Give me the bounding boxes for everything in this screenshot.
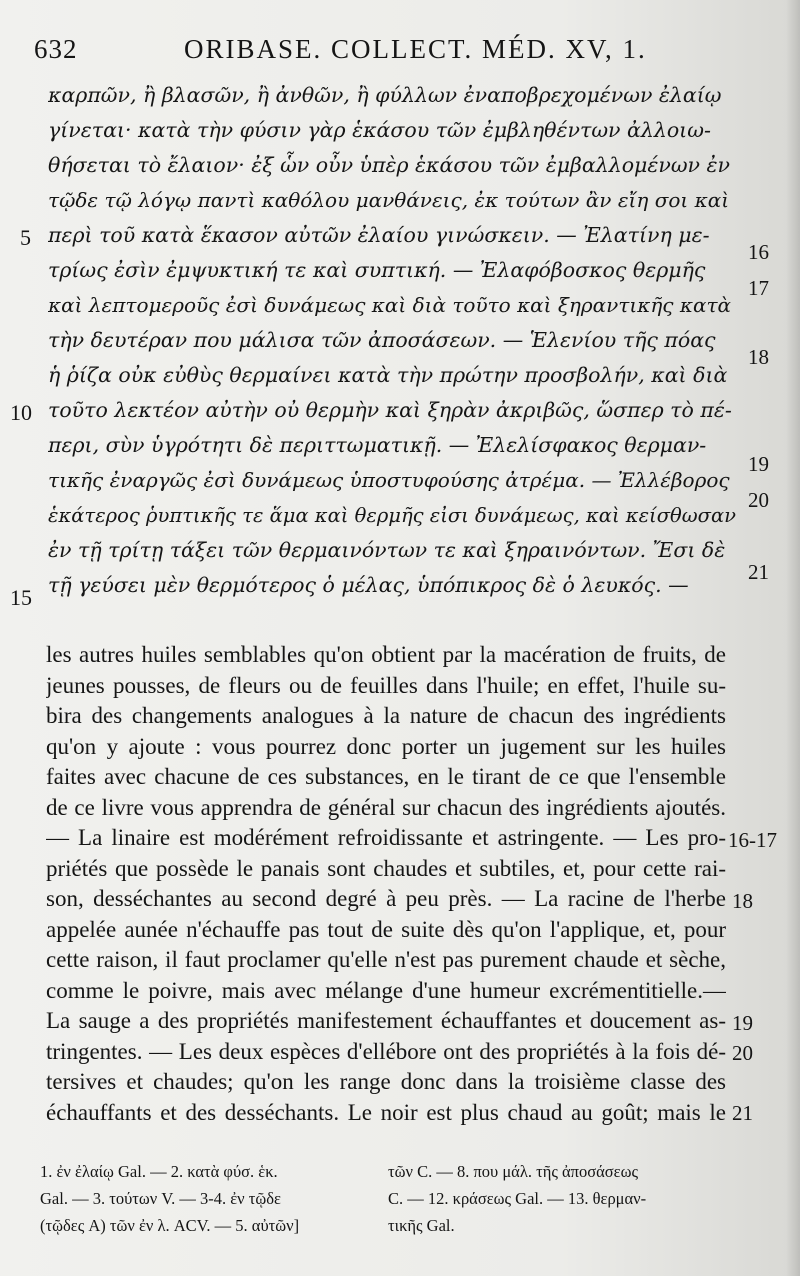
section-number: 17 <box>748 276 769 300</box>
french-line: appelée aunée n'échauffe pas tout de suite dès qu'on l'applique, et, pour <box>46 916 726 942</box>
greek-line: γίνεται· κατὰ τὴν φύσιν γὰρ ἑκάσου τῶν ἐμβληθέντων ἀλλοιω- <box>48 118 711 142</box>
french-line: comme le poivre, mais avec mélange d'une humeur excrémentitielle.— <box>46 977 726 1003</box>
section-number: 19 <box>732 1011 753 1035</box>
footnote-line: τικῆς Gal. <box>388 1216 455 1235</box>
greek-text-block <box>48 78 736 603</box>
section-number: 18 <box>732 889 753 913</box>
french-line: tersives et chaudes; qu'on les range donc dans la troisième classe des <box>46 1069 726 1094</box>
greek-line: τῷδε τῷ λόγῳ παντὶ καθόλου μανθάνεις, ἐκ τούτων ἂν εἴη σοι καὶ <box>48 188 730 212</box>
section-number: 16-17 <box>728 828 777 852</box>
french-text-block <box>46 640 726 1128</box>
greek-line: ἡ ῥίζα οὐκ εὐθὺς θερμαίνει κατὰ τὴν πρώτην προσβολήν, καὶ διὰ <box>48 363 728 387</box>
footnote-line: τῶν C. — 8. που μάλ. τῆς ἀποσάσεως <box>388 1162 638 1181</box>
french-line: tringentes. — Les deux espèces d'ellébore ont des propriétés à la fois dé- <box>46 1038 726 1064</box>
footnote-line: 1. ἐν ἐλαίῳ Gal. — 2. κατὰ φύσ. ἑκ. <box>40 1162 278 1181</box>
section-number: 21 <box>748 560 769 584</box>
greek-line: ἐν τῇ τρίτῃ τάξει τῶν θερμαινόντων τε καὶ ξηραινόντων. Ἔσι δὲ <box>48 538 726 562</box>
french-line: faites avec chacune de ces substances, en le tirant de ce que l'ensemble <box>46 764 726 789</box>
line-number: 15 <box>10 585 32 610</box>
section-number: 20 <box>732 1041 753 1065</box>
greek-line: θήσεται τὸ ἔλαιον· ἐξ ὧν οὖν ὑπὲρ ἑκάσου τῶν ἐμβαλλομένων ἐν <box>48 153 730 177</box>
french-line: priétés que possède le panais sont chaudes et subtiles, et, pour cette rai- <box>46 855 726 881</box>
greek-line: τοῦτο λεκτέον αὐτὴν οὐ θερμὴν καὶ ξηρὰν ἀκριβῶς, ὥσπερ τὸ πέ- <box>48 398 732 422</box>
footnote-line: (τῷδες A) τῶν ἐν λ. ACV. — 5. αὐτῶν] <box>40 1216 300 1235</box>
greek-line: τικῆς ἐναργῶς ἐσὶ δυνάμεως ὑποστυφούσης ἀτρέμα. — Ἐλλέβορος <box>48 468 730 492</box>
section-number: 19 <box>748 452 769 476</box>
section-number: 21 <box>732 1101 753 1125</box>
french-line: cette raison, il faut proclamer qu'elle n'est pas purement chaude et sèche, <box>46 947 726 972</box>
greek-line: περι, σὺν ὑγρότητι δὲ περιττωματικῇ. — Ἐλελίσφακος θερμαν- <box>48 433 707 457</box>
french-line: échauffants et des desséchants. Le noir est plus chaud au goût; mais le <box>46 1099 726 1125</box>
french-line: bira des changements analogues à la nature de chacun des ingrédients <box>46 703 726 728</box>
greek-line: ἑκάτερος ῥυπτικῆς τε ἅμα καὶ θερμῆς εἰσι δυνάμεως, καὶ κείσθωσαν <box>48 504 736 527</box>
running-title: ORIBASE. COLLECT. MÉD. XV, 1. <box>184 34 647 64</box>
section-number: 18 <box>748 345 769 369</box>
footnote-line: C. — 12. κράσεως Gal. — 13. θερμαν- <box>388 1189 647 1208</box>
line-number: 5 <box>20 225 31 250</box>
greek-line: τρίως ἐσὶν ἐμψυκτική τε καὶ συπτική. — Ἐλαφόβοσκος θερμῆς <box>48 258 706 282</box>
greek-line: τῇ γεύσει μὲν θερμότερος ὁ μέλας, ὑπόπικρος δὲ ὁ λευκός. — <box>48 573 689 597</box>
footnotes-right <box>388 1158 728 1239</box>
greek-line: τὴν δευτέραν που μάλισα τῶν ἀποσάσεων. — Ἑλενίου τῆς πόας <box>48 328 716 352</box>
page-header <box>34 34 754 70</box>
french-line: — La linaire est modérément refroidissante et astringente. — Les pro- <box>46 825 726 850</box>
french-line: qu'on y ajoute : vous pourrez donc porter un jugement sur les huiles <box>46 733 726 759</box>
footnote-line: Gal. — 3. τούτων V. — 3-4. ἐν τῷδε <box>40 1189 281 1208</box>
french-line: jeunes pousses, de fleurs ou de feuilles dans l'huile; en effet, l'huile su- <box>46 672 726 698</box>
greek-line: περὶ τοῦ κατὰ ἕκασον αὐτῶν ἐλαίου γινώσκειν. — Ἐλατίνη με- <box>48 223 710 247</box>
page-number: 632 <box>34 34 78 64</box>
page-edge-shadow <box>786 0 800 1276</box>
footnotes-left <box>40 1158 370 1239</box>
line-number: 10 <box>10 400 32 425</box>
greek-line: καὶ λεπτομεροῦς ἐσὶ δυνάμεως καὶ διὰ τοῦτο καὶ ξηραντικῆς κατὰ <box>48 293 732 317</box>
french-line: les autres huiles semblables qu'on obtient par la macération de fruits, de <box>46 642 726 667</box>
greek-line: καρπῶν, ἢ βλασῶν, ἢ ἀνθῶν, ἢ φύλλων ἐναποβρεχομένων ἐλαίῳ <box>48 83 722 107</box>
french-line: de ce livre vous apprendra de général sur chacun des ingrédients ajoutés. <box>46 794 726 820</box>
section-number: 20 <box>748 488 769 512</box>
section-number: 16 <box>748 240 769 264</box>
french-line: son, desséchantes au second degré à peu près. — La racine de l'herbe <box>46 886 726 911</box>
french-line: La sauge a des propriétés manifestement échauffantes et doucement as- <box>46 1008 726 1033</box>
